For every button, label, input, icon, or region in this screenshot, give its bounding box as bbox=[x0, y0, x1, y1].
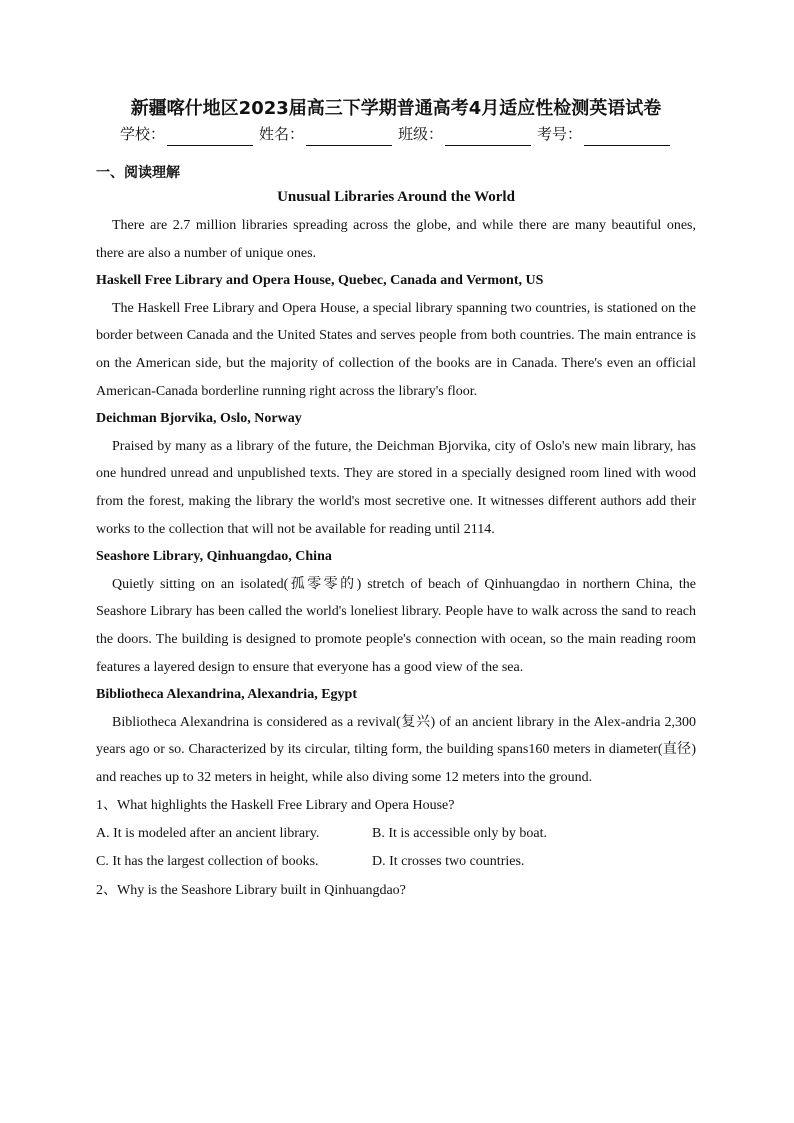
library-heading-alexandrina: Bibliotheca Alexandrina, Alexandria, Egypt bbox=[96, 687, 357, 703]
exam-number-label: 考号： bbox=[537, 125, 583, 143]
library-heading-seashore: Seashore Library, Qinhuangdao, China bbox=[96, 549, 332, 565]
question-2-stem: 2、Why is the Seashore Library built in Qinhuangdao? bbox=[96, 883, 406, 899]
name-field bbox=[259, 122, 394, 146]
library-text-deichman: Praised by many as a library of the future, the Deichman Bjorvika, city of Oslo's new main library, has one hundred unread and unpublished texts. They are stored in a specially designed room lined with wood from the forest, making the library the world's most secretive one. It witnesses different authors add their works to the collection that will not be available for reading until 2114. bbox=[96, 438, 696, 537]
name-label: 姓名： bbox=[258, 125, 304, 143]
library-heading-deichman: Deichman Bjorvika, Oslo, Norway bbox=[96, 411, 302, 427]
option-c[interactable]: C. It has the largest collection of books. bbox=[96, 854, 319, 870]
option-a[interactable]: A. It is modeled after an ancient library. bbox=[96, 826, 320, 842]
school-field bbox=[120, 122, 255, 146]
question-1-stem: 1、What highlights the Haskell Free Library and Opera House? bbox=[96, 798, 455, 814]
class-blank[interactable] bbox=[445, 129, 531, 146]
option-b[interactable]: B. It is accessible only by boat. bbox=[372, 826, 547, 842]
name-blank[interactable] bbox=[306, 129, 392, 146]
library-text-haskell: The Haskell Free Library and Opera House, a special library spanning two countries, is stationed on the border between Canada and the United States and serves people from both countries. The main entrance is on the American side, but the majority of collection of the books are in Canada. There's even an official American-Canada borderline running right across the library's floor. bbox=[96, 300, 696, 399]
option-d[interactable]: D. It crosses two countries. bbox=[372, 854, 525, 870]
library-heading-haskell: Haskell Free Library and Opera House, Quebec, Canada and Vermont, US bbox=[96, 273, 544, 289]
library-text-seashore: Quietly sitting on an isolated(孤零零的) stretch of beach of Qinhuangdao in northern China, the Seashore Library has been called the world's loneliest library. People have to walk across the sand to reach the doors. The building is designed to promote people's connection with ocean, so the main reading room features a layered design to ensure that everyone has a good view of the sea. bbox=[96, 576, 696, 675]
school-label: 学校： bbox=[119, 125, 165, 143]
class-field bbox=[398, 122, 533, 146]
library-text-alexandrina: Bibliotheca Alexandrina is considered as a revival(复兴) of an ancient library in the Alex-andria 2,300 years ago or so. Characterized by its circular, tilting form, the building spans160 meters in diameter(直径) and reaches up to 32 meters in height, while also diving some 12 meters into the ground. bbox=[96, 714, 696, 785]
exam-number-blank[interactable] bbox=[584, 129, 670, 146]
page-title: 新疆喀什地区2023届高三下学期普通高考4月适应性检测英语试卷 bbox=[130, 98, 662, 119]
question-1-options bbox=[96, 820, 696, 876]
student-info-line bbox=[96, 122, 696, 146]
section-heading: 一、阅读理解 bbox=[96, 165, 180, 181]
intro-paragraph: There are 2.7 million libraries spreading across the globe, and while there are many beautiful ones, there are also a number of unique ones. bbox=[96, 218, 696, 261]
exam-number-field bbox=[537, 122, 672, 146]
school-blank[interactable] bbox=[167, 129, 253, 146]
passage-title: Unusual Libraries Around the World bbox=[277, 189, 515, 205]
class-label: 班级： bbox=[398, 125, 444, 143]
